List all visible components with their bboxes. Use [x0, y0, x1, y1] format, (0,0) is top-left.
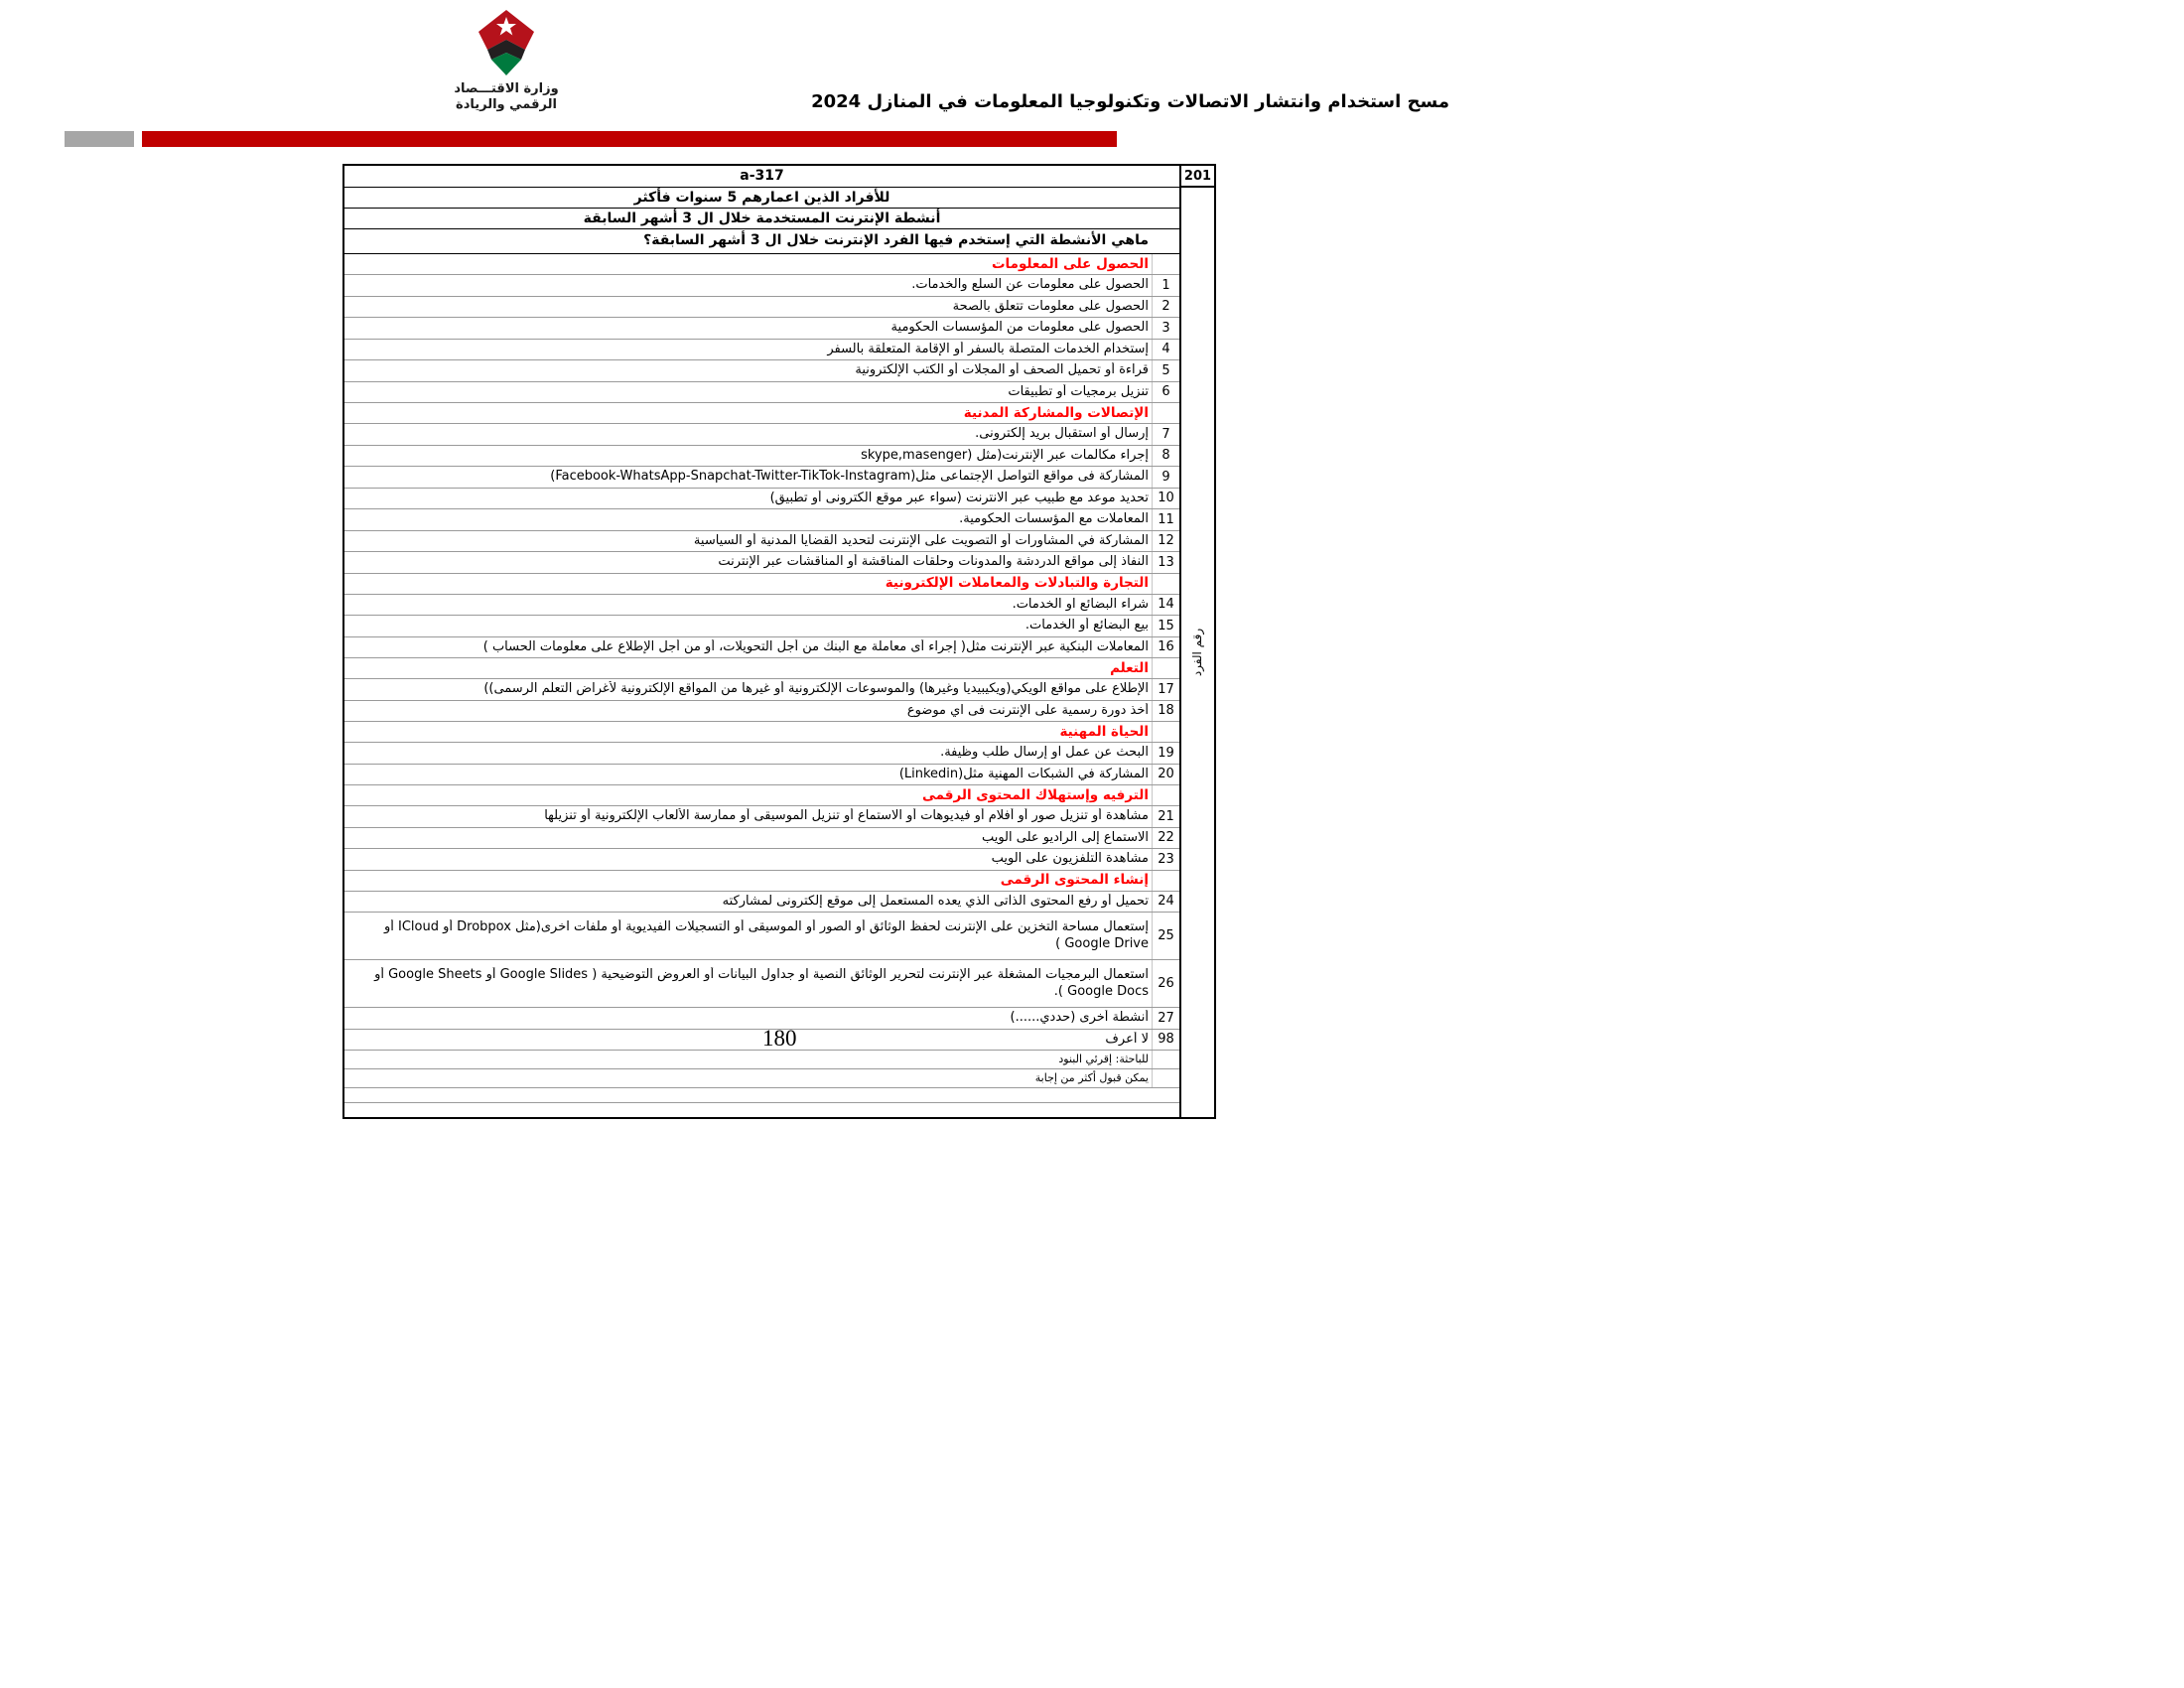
item-row: [344, 892, 1179, 914]
row-text: تنزيل برمجيات أو تطبيقات: [1008, 383, 1149, 399]
item-number: [1152, 403, 1179, 423]
row-text: مشاهدة أو تنزيل صور أو أفلام أو فيديوهات أو الاستماع أو تنزيل الموسيقى أو ممارسة الألعاب الإلكترونية أو تنزيلها: [544, 808, 1149, 824]
empty-row: [344, 1088, 1179, 1103]
item-number: 18: [1152, 701, 1179, 722]
item-number: [1152, 574, 1179, 594]
item-number: 11: [1152, 509, 1179, 530]
item-number: 22: [1152, 828, 1179, 849]
item-row: [344, 828, 1179, 850]
item-number: 10: [1152, 489, 1179, 509]
item-number: 98: [1152, 1030, 1179, 1051]
note-row: [344, 1069, 1179, 1088]
row-text: أنشطة أخرى (حددي......): [1010, 1010, 1149, 1026]
item-number: [1152, 1051, 1179, 1068]
subtitle-row: [344, 209, 1179, 229]
row-text: تحديد موعد مع طبيب عبر الانترنت (سواء عبر موقع الكترونى أو تطبيق): [769, 490, 1149, 505]
item-number: 25: [1152, 913, 1179, 959]
item-row: [344, 467, 1179, 489]
item-row: [344, 913, 1179, 960]
row-text: الحصول على معلومات تتعلق بالصحة: [952, 298, 1149, 314]
item-number: 16: [1152, 637, 1179, 658]
item-row: [344, 446, 1179, 468]
form-code: 317-a: [740, 168, 784, 185]
item-number: 26: [1152, 960, 1179, 1007]
item-number: 3: [1152, 318, 1179, 339]
row-text: قراءة أو تحميل الصحف أو المجلات أو الكتب الإلكترونية: [855, 362, 1149, 378]
item-row: [344, 531, 1179, 553]
row-text: الإطلاع على مواقع الويكي(ويكيبيديا وغيرها) والموسوعات الإلكترونية أو غيرها من المواقع الإلكترونية لأغراض التعلم الرسمى)): [483, 681, 1149, 697]
item-number: 1: [1152, 275, 1179, 296]
row-text: للأفراد الذين اعمارهم 5 سنوات فأكثر: [633, 189, 890, 206]
item-row: [344, 382, 1179, 404]
item-number: 12: [1152, 531, 1179, 552]
item-row: [344, 509, 1179, 531]
row-text: أنشطة الإنترنت المستخدمة خلال ال 3 أشهر السابقة: [583, 210, 941, 226]
person-number-column: [1179, 166, 1214, 1117]
row-text: الإتصالات والمشاركة المدنية: [963, 404, 1149, 421]
row-text: يمكن قبول أكثر من إجابة: [1034, 1071, 1149, 1085]
item-number: 14: [1152, 595, 1179, 616]
row-text: التجارة والتبادلات والمعاملات الإلكترونية: [885, 575, 1149, 592]
row-text: المشاركة فى مواقع التواصل الإجتماعى مثل(Facebook-WhatsApp-Snapchat-Twitter-TikTok-Instagram): [550, 469, 1149, 485]
row-text: التعلم: [1110, 659, 1149, 676]
row-text: الحصول على المعلومات: [991, 255, 1149, 272]
section-row: [344, 658, 1179, 679]
item-number: [1152, 254, 1179, 274]
row-text: ماهي الأنشطة التي إستخدم فيها الفرد الإنترنت خلال ال 3 أشهر السابقة؟: [643, 232, 1149, 249]
row-text: بيع البضائع أو الخدمات.: [1024, 618, 1149, 633]
header-red-bar: [142, 131, 1117, 147]
row-text: للباحثة: إقرئي البنود: [1058, 1053, 1149, 1066]
item-number: 13: [1152, 552, 1179, 573]
person-column-label-text: رقم الفرد: [1190, 628, 1205, 677]
item-number: 7: [1152, 424, 1179, 445]
row-text: المعاملات مع المؤسسات الحكومية.: [959, 511, 1149, 527]
row-text: الحصول على معلومات عن السلع والخدمات.: [911, 277, 1149, 293]
item-number: 6: [1152, 382, 1179, 403]
section-row: [344, 403, 1179, 424]
ministry-name-line2: الرقمي والريادة: [456, 97, 557, 113]
row-text: إستعمال مساحة التخزين على الإنترنت لحفظ الوثائق أو الصور أو الموسيقى أو التسجيلات الفيديوية أو ملفات اخرى(مثل Drobpox أو ICloud أو Google Drive ): [383, 919, 1149, 951]
item-row: [344, 679, 1179, 701]
item-number: [1152, 871, 1179, 891]
item-row: [344, 360, 1179, 382]
row-text: أخذ دورة رسمية على الإنترنت فى اي موضوع: [906, 702, 1149, 718]
item-number: 5: [1152, 360, 1179, 381]
item-number: 21: [1152, 806, 1179, 827]
row-text: تحميل أو رفع المحتوى الذاتى الذي يعده المستعمل إلى موقع إلكترونى لمشاركته: [722, 893, 1149, 909]
item-row: [344, 743, 1179, 765]
item-number: [1152, 229, 1179, 253]
ministry-logo: [443, 8, 570, 114]
item-number: 20: [1152, 765, 1179, 785]
row-text: مشاهدة التلفزيون على الويب: [991, 851, 1149, 867]
item-row: [344, 424, 1179, 446]
subtitle-row: [344, 188, 1179, 209]
item-number: 27: [1152, 1008, 1179, 1029]
ministry-name-line1: وزارة الاقتـــصاد: [454, 81, 559, 96]
row-text: إجراء مكالمات عبر الإنترنت(مثل (skype,masenger: [861, 447, 1149, 463]
item-number: 2: [1152, 297, 1179, 318]
row-text: المشاركة في المشاورات أو التصويت على الإنترنت لتحديد القضايا المدنية أو السياسية: [693, 532, 1149, 548]
item-row: [344, 701, 1179, 723]
empty-row: [344, 1103, 1179, 1117]
item-row: [344, 318, 1179, 340]
row-text: لا أعرف: [1105, 1031, 1149, 1047]
person-code: 201: [1181, 166, 1214, 188]
row-text: استعمال البرمجيات المشغلة عبر الإنترنت لتحرير الوثائق النصية او جداول البيانات أو العروض التوضيحية ( Google Slides أو Google Sheets أو Google Docs ).: [374, 967, 1149, 999]
section-row: [344, 574, 1179, 595]
row-text: النفاذ إلى مواقع الدردشة والمدونات وحلقات المناقشة أو المناقشات عبر الإنترنت: [718, 554, 1149, 570]
person-column-label: [1181, 188, 1214, 1117]
item-row: [344, 806, 1179, 828]
note-row: [344, 1051, 1179, 1069]
section-row: [344, 254, 1179, 275]
survey-table: [342, 164, 1216, 1119]
page-number: 180: [762, 1026, 797, 1051]
section-row: [344, 722, 1179, 743]
item-number: 4: [1152, 340, 1179, 360]
row-text: إستخدام الخدمات المتصلة بالسفر أو الإقامة المتعلقة بالسفر: [827, 341, 1149, 356]
row-text: الحصول على معلومات من المؤسسات الحكومية: [890, 320, 1149, 336]
item-number: 17: [1152, 679, 1179, 700]
item-number: 8: [1152, 446, 1179, 467]
section-row: [344, 785, 1179, 806]
item-row: [344, 552, 1179, 574]
item-number: [1152, 785, 1179, 805]
item-row: [344, 489, 1179, 510]
item-number: 23: [1152, 849, 1179, 870]
table-main-column: [344, 166, 1179, 1117]
item-row: [344, 340, 1179, 361]
item-row: [344, 275, 1179, 297]
row-text: إرسال أو استقبال بريد إلكترونى.: [975, 426, 1149, 442]
item-row: [344, 616, 1179, 637]
item-number: 19: [1152, 743, 1179, 764]
item-row: [344, 765, 1179, 786]
ministry-emblem-icon: [476, 8, 537, 81]
item-row: [344, 297, 1179, 319]
row-text: الاستماع إلى الراديو على الويب: [981, 829, 1149, 845]
survey-title: مسح استخدام وانتشار الاتصالات وتكنولوجيا المعلومات في المنازل 2024: [811, 91, 1449, 112]
row-text: شراء البضائع او الخدمات.: [1012, 596, 1149, 612]
item-number: [1152, 1069, 1179, 1087]
header-gray-block: [65, 131, 134, 147]
form-code-row: [344, 166, 1179, 188]
question-row: [344, 229, 1179, 254]
item-number: [1152, 658, 1179, 678]
row-text: الحياة المهنية: [1059, 723, 1149, 740]
section-row: [344, 871, 1179, 892]
item-row: [344, 595, 1179, 617]
row-text: إنشاء المحتوى الرقمى: [1000, 872, 1149, 889]
item-number: 9: [1152, 467, 1179, 488]
row-text: المشاركة في الشبكات المهنية مثل(Linkedin): [898, 766, 1149, 781]
item-number: 15: [1152, 616, 1179, 636]
item-number: [1152, 722, 1179, 742]
item-row: [344, 849, 1179, 871]
item-number: 24: [1152, 892, 1179, 913]
row-text: المعاملات البنكية عبر الإنترنت مثل( إجراء أى معاملة مع البنك من أجل التحويلات، أو من أجل الإطلاع على معلومات الحساب ): [482, 638, 1149, 654]
row-text: البحث عن عمل او إرسال طلب وظيفة.: [940, 745, 1149, 761]
item-row: [344, 960, 1179, 1008]
row-text: الترفيه وإستهلاك المحتوى الرقمى: [921, 786, 1149, 803]
item-row: [344, 637, 1179, 659]
